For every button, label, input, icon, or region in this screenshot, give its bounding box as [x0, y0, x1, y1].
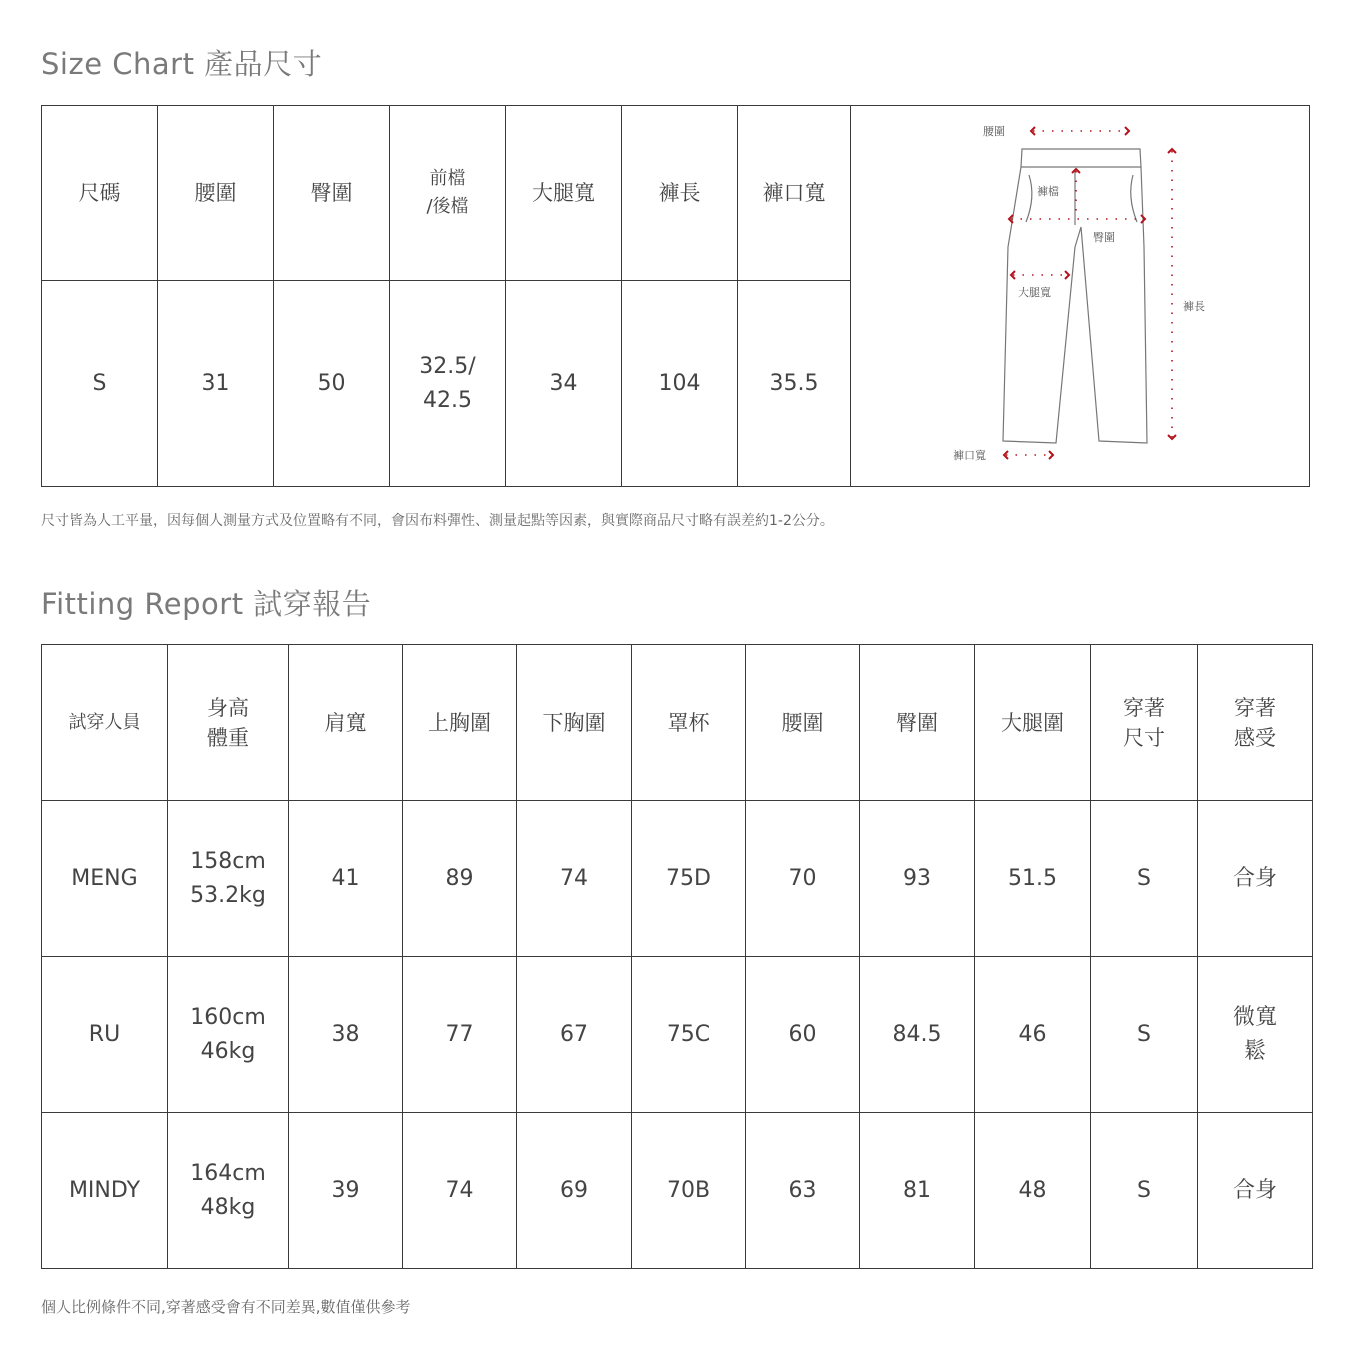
size-cell: 34: [506, 281, 622, 487]
fitting-cell: 74: [517, 801, 632, 957]
fitting-cell: 48: [975, 1113, 1091, 1269]
fitting-cell: 77: [403, 957, 517, 1113]
pants-measurement-diagram: [851, 107, 1310, 486]
fitting-cell: 89: [403, 801, 517, 957]
size-chart-note: 尺寸皆為人工平量，因每個人測量方式及位置略有不同，會因布料彈性、測量起點等因素，與實際商品尺寸略有誤差約1-2公分。: [41, 513, 834, 529]
pants-diagram-cell: [851, 106, 1310, 487]
size-header-cell: 褲長: [622, 106, 738, 281]
fitting-header-cell: 大腿圍: [975, 645, 1091, 801]
fitting-cell: S: [1091, 801, 1198, 957]
size-header-cell: 大腿寬: [506, 106, 622, 281]
fitting-cell: 69: [517, 1113, 632, 1269]
size-cell: S: [42, 281, 158, 487]
size-header-cell: 褲口寬: [738, 106, 851, 281]
size-cell: 50: [274, 281, 390, 487]
fitting-cell: RU: [42, 957, 168, 1113]
fitting-cell: S: [1091, 1113, 1198, 1269]
size-chart-table: [41, 105, 1310, 487]
fitting-cell: 75D: [632, 801, 746, 957]
label-length: 褲長: [1183, 299, 1205, 313]
fitting-header-cell: 肩寬: [289, 645, 403, 801]
fitting-cell: 39: [289, 1113, 403, 1269]
size-cell: 104: [622, 281, 738, 487]
fitting-cell: 合身: [1198, 801, 1313, 957]
size-header-cell: 前檔 /後檔: [390, 106, 506, 281]
fitting-header-cell: 身高 體重: [168, 645, 289, 801]
fitting-cell: 63: [746, 1113, 860, 1269]
fitting-cell: 74: [403, 1113, 517, 1269]
fitting-header-cell: 臀圍: [860, 645, 975, 801]
fitting-header-cell: 腰圍: [746, 645, 860, 801]
fitting-cell: MENG: [42, 801, 168, 957]
diagram-labels: [953, 125, 1205, 462]
fitting-cell: 38: [289, 957, 403, 1113]
fitting-cell: MINDY: [42, 1113, 168, 1269]
label-thigh: 大腿寬: [1018, 285, 1051, 299]
fitting-header-cell: 穿著 感受: [1198, 645, 1313, 801]
fitting-cell: 70: [746, 801, 860, 957]
fitting-cell: 93: [860, 801, 975, 957]
size-cell: 32.5/ 42.5: [390, 281, 506, 487]
fitting-header-cell: 穿著 尺寸: [1091, 645, 1198, 801]
fitting-cell: 75C: [632, 957, 746, 1113]
fitting-cell: 60: [746, 957, 860, 1113]
fitting-cell: 51.5: [975, 801, 1091, 957]
label-rise: 褲檔: [1037, 184, 1059, 198]
fitting-cell: 164cm 48kg: [168, 1113, 289, 1269]
fitting-header-cell: 下胸圍: [517, 645, 632, 801]
label-waist: 腰圍: [983, 124, 1005, 138]
fitting-row-meng: [42, 801, 1313, 957]
fitting-cell: 70B: [632, 1113, 746, 1269]
label-hip: 臀圍: [1093, 230, 1115, 244]
fitting-cell: S: [1091, 957, 1198, 1113]
fitting-row-ru: [42, 957, 1313, 1113]
fitting-cell: 81: [860, 1113, 975, 1269]
label-hem: 褲口寬: [953, 448, 986, 462]
fitting-cell: 合身: [1198, 1113, 1313, 1269]
fitting-cell: 46: [975, 957, 1091, 1113]
fitting-cell: 微寬 鬆: [1198, 957, 1313, 1113]
fitting-cell: 67: [517, 957, 632, 1113]
fitting-report-note: 個人比例條件不同,穿著感受會有不同差異,數值僅供參考: [41, 1298, 411, 1316]
fitting-cell: 41: [289, 801, 403, 957]
fitting-cell: 160cm 46kg: [168, 957, 289, 1113]
fitting-cell: 84.5: [860, 957, 975, 1113]
fitting-header-cell: 試穿人員: [42, 645, 168, 801]
fitting-cell: 158cm 53.2kg: [168, 801, 289, 957]
fitting-row-mindy: [42, 1113, 1313, 1269]
size-header-cell: 腰圍: [158, 106, 274, 281]
size-header-cell: 尺碼: [42, 106, 158, 281]
size-header-cell: 臀圍: [274, 106, 390, 281]
size-chart-title: Size Chart 產品尺寸: [41, 47, 323, 81]
size-cell: 31: [158, 281, 274, 487]
fitting-header-cell: 上胸圍: [403, 645, 517, 801]
size-chart-header-row: [42, 106, 1310, 281]
fitting-header-row: [42, 645, 1313, 801]
size-cell: 35.5: [738, 281, 851, 487]
fitting-report-title: Fitting Report 試穿報告: [41, 587, 372, 621]
fitting-header-cell: 罩杯: [632, 645, 746, 801]
fitting-report-table: [41, 644, 1313, 1269]
